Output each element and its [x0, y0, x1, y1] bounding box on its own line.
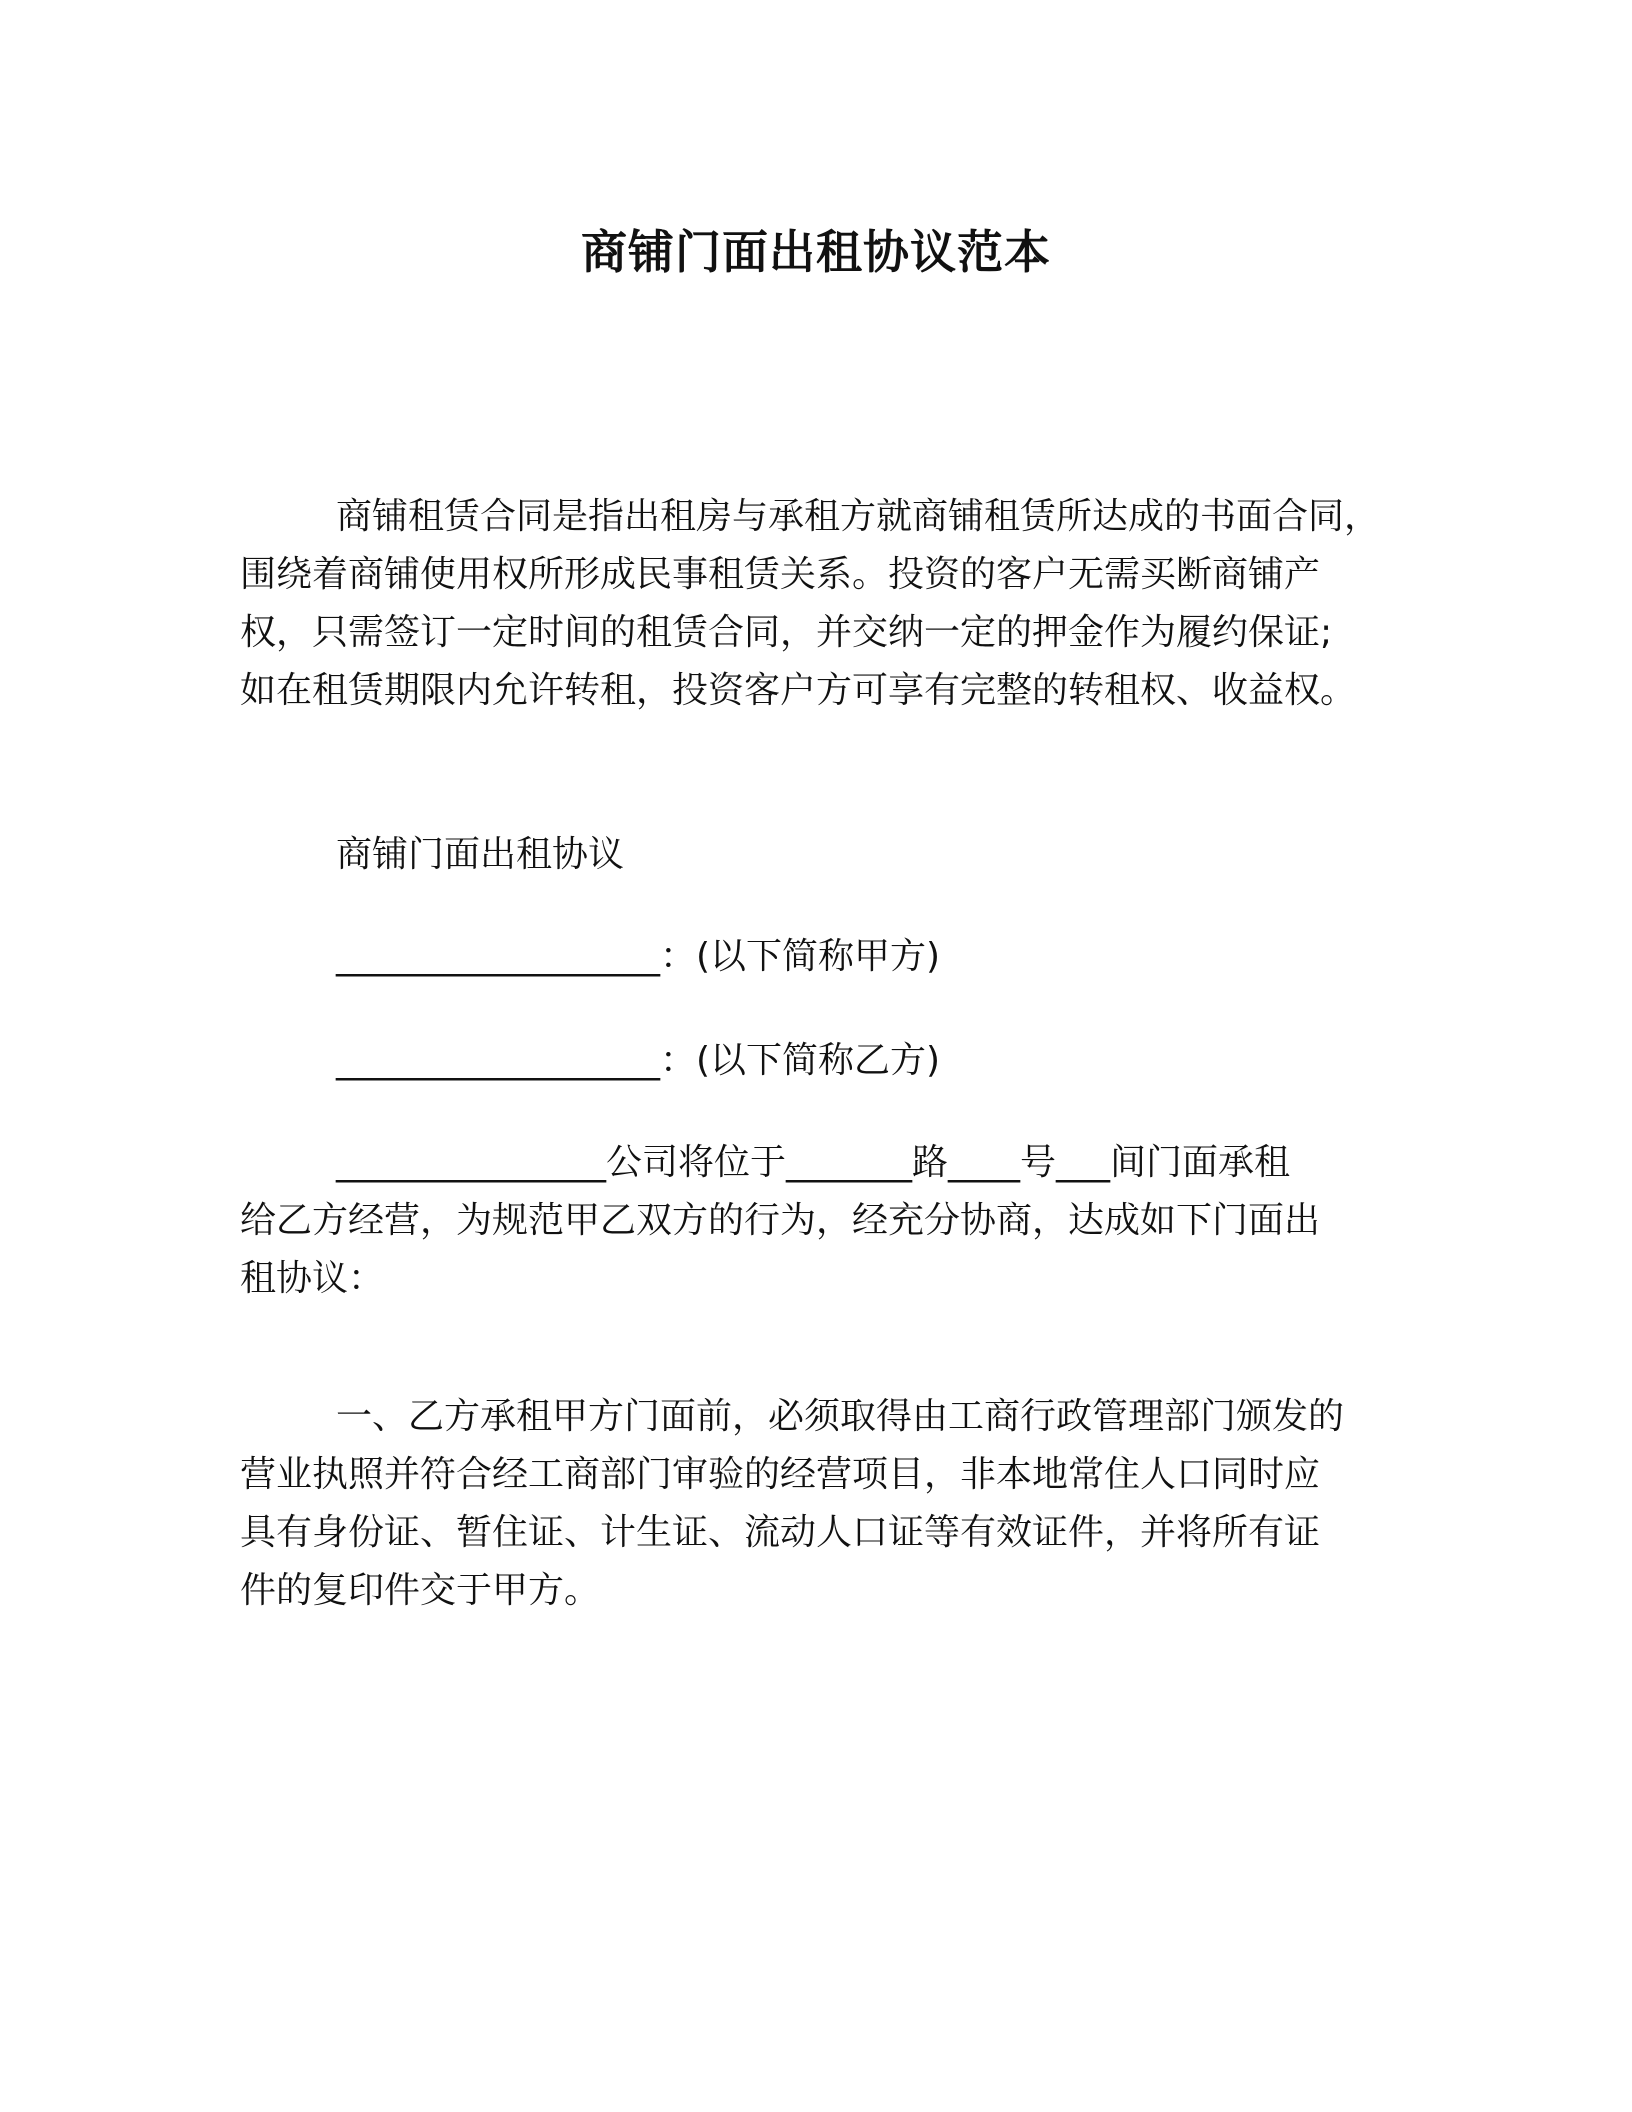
clause-1-paragraph — [240, 1388, 1400, 1620]
preamble-line: 租协议： — [240, 1258, 385, 1299]
clause-1-line: 具有身份证、暂住证、计生证、流动人口证等有效证件，并将所有证 — [240, 1512, 1321, 1553]
preamble-line: _______________公司将位于_______路____号___间门面承租 — [336, 1142, 1291, 1183]
preamble-paragraph — [240, 1134, 1400, 1308]
intro-line: 权，只需签订一定时间的租赁合同，并交纳一定的押金作为履约保证; — [240, 612, 1333, 653]
clause-1-line: 营业执照并符合经工商部门审验的经营项目，非本地常住人口同时应 — [240, 1454, 1321, 1495]
party-a-line: __________________：(以下简称甲方) — [336, 936, 941, 977]
document-title: 商铺门面出租协议范本 — [581, 225, 1051, 279]
party-b-line: __________________：(以下简称乙方) — [336, 1040, 941, 1081]
intro-line: 商铺租赁合同是指出租房与承租方就商铺租赁所达成的书面合同， — [336, 496, 1381, 537]
clause-1-line: 件的复印件交于甲方。 — [240, 1570, 601, 1611]
clause-1-line: 一、乙方承租甲方门面前，必须取得由工商行政管理部门颁发的 — [336, 1396, 1345, 1437]
intro-line: 如在租赁期限内允许转租，投资客户方可享有完整的转租权、收益权。 — [240, 670, 1357, 711]
intro-line: 围绕着商铺使用权所形成民事租赁关系。投资的客户无需买断商铺产 — [240, 554, 1321, 595]
agreement-subtitle: 商铺门面出租协议 — [336, 834, 625, 875]
intro-paragraph — [240, 488, 1400, 720]
preamble-line: 给乙方经营，为规范甲乙双方的行为，经充分协商，达成如下门面出 — [240, 1200, 1321, 1241]
